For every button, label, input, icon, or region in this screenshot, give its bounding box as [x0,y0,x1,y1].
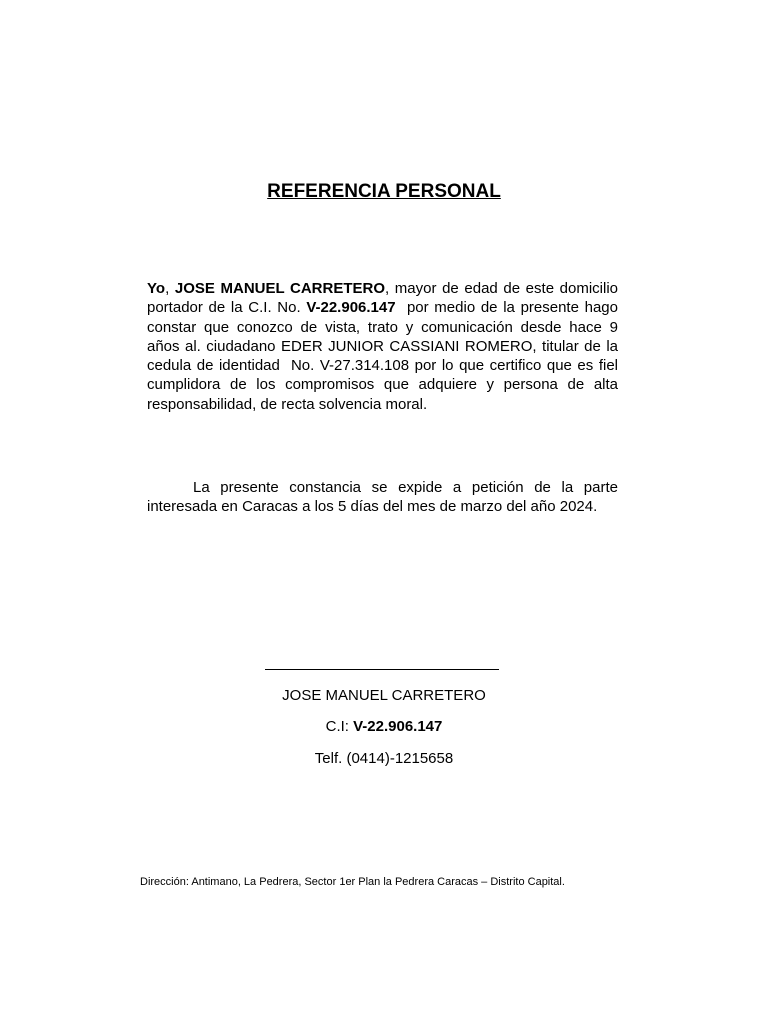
signature-name: JOSE MANUEL CARRETERO [282,687,486,704]
page-title: REFERENCIA PERSONAL [267,181,501,202]
declarant-ci: V-22.906.147 [306,299,396,317]
signature-phone: Telf. (0414)-1215658 [314,750,454,767]
signature-line [265,669,499,670]
footer-address: Dirección: Antimano, La Pedrera, Sector 1er Plan la Pedrera Caracas – Distrito Capital. [140,876,565,888]
paragraph1-text-1: , mayor de edad de este domicilio portador de la C.I. No. [147,280,619,317]
signature-ci-value: V-22.906.147 [353,718,443,735]
paragraph1-text-2: por medio de la presente hago constar que conozco de vista, trato y comunicación desde hace 9 años al. ciudadano EDER JUNIOR CASSIANI ROMERO, titular de la cedula de identidad No. V-27.314.108 por lo que certifico que es fiel cumplidora de los compromisos que adquiere y persona de alta responsabilidad, de recta solvencia moral. [147,299,623,413]
paragraph2-text: La presente constancia se expide a petición de la parte interesada en Caracas a los 5 días del mes de marzo del año 2024. [147,479,618,516]
declarant-name: JOSE MANUEL CARRETERO [174,280,386,297]
body-paragraph-1 [147,279,623,414]
yo-word: Yo [147,280,166,297]
body-paragraph-2 [147,478,618,517]
comma-separator: , [165,280,175,297]
signature-ci [0,717,768,736]
signature-ci-label: C.I: [325,718,354,735]
